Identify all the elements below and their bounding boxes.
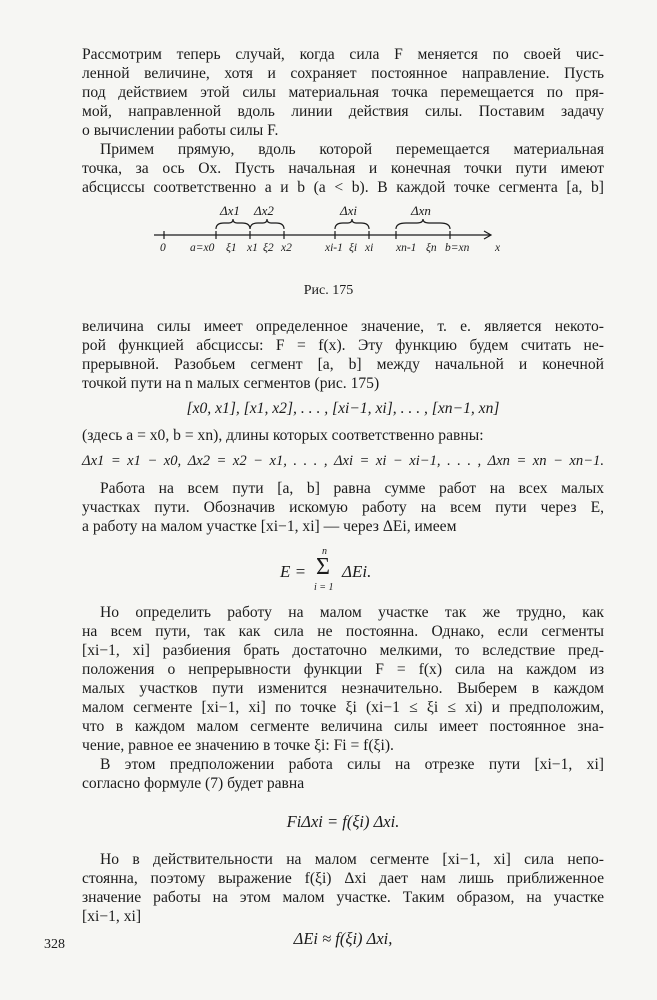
text-line: чение, равное ее значению в точке ξi: Fi = f(ξi). (82, 737, 394, 754)
sum-upper: n (322, 546, 327, 557)
text-line: малом сегменте [xi−1, xi] по точке ξi (xi−1 ≤ ξi ≤ xi) и предположим, (82, 699, 604, 716)
figure-caption: Рис. 175 (303, 283, 354, 298)
axis-label: a=x0 (190, 242, 215, 254)
text-line: точкой пути на n малых сегментов (рис. 175) (82, 375, 380, 392)
axis-label: xi (365, 242, 374, 254)
text-line: Рассмотрим теперь случай, когда сила F меняется по своей чис- (82, 46, 604, 63)
text-line: о вычислении работы силы F. (82, 122, 279, 139)
text-line: значение работы на этом малом участке. Таким образом, на участке (82, 889, 604, 906)
text-line: а работу на малом участке [xi−1, xi] — через ΔEi, имеем (82, 518, 457, 535)
axis-label: ξn (426, 242, 437, 254)
text-line: мой, направленной вдоль линии действия силы. Поставим задачу (82, 103, 604, 120)
text-line: Но в действительности на малом сегменте [xi−1, xi] сила непо- (100, 851, 604, 868)
delta-label: Δx1 (220, 203, 240, 218)
delta-label: Δxn (411, 203, 431, 218)
text-line: ленной величине, хотя и сохраняет постоянное направление. Пусть (82, 65, 604, 82)
text-line: В этом предположении работа силы на отрезке пути [xi−1, xi] (100, 756, 604, 773)
page-number: 328 (44, 937, 65, 952)
text-line: величина силы имеет определенное значение, т. е. является некото- (82, 318, 604, 335)
axis-label: b=xn (445, 242, 470, 254)
text-line: согласно формуле (7) будет равна (82, 775, 305, 792)
text-line: под действием этой силы материальная точка перемещается по пря- (82, 84, 604, 101)
equation-sum (280, 546, 420, 596)
axis-label: x (495, 242, 501, 254)
axis-label: x1 (247, 242, 258, 254)
text-line: абсциссы соответственно a и b (a < b). В каждой точке сегмента [a, b] (82, 179, 604, 196)
sum-rhs: ΔEi. (342, 562, 372, 581)
text-line: [xi−1, xi] (82, 908, 142, 925)
axis-label: xn-1 (396, 242, 417, 254)
text-line: (здесь a = x0, b = xn), длины которых соответственно равны: (82, 427, 484, 444)
equation-segments: [x0, x1], [x1, x2], . . . , [xi−1, xi], . . . , [xn−1, xn] (186, 400, 500, 417)
text-line: стоянна, поэтому выражение f(ξi) Δxi дает нам лишь приближенное (82, 870, 604, 887)
equation-approx: ΔEi ≈ f(ξi) Δxi, (293, 929, 393, 948)
text-line: прерывной. Разобьем сегмент [a, b] между начальной и конечной (82, 356, 604, 373)
axis-label: ξ1 (226, 242, 237, 254)
axis-label: xi-1 (325, 242, 343, 254)
text-line: Работа на всем пути [a, b] равна сумме работ на всех малых (100, 480, 604, 497)
equation-lengths: Δx1 = x1 − x0, Δx2 = x2 − x1, . . . , Δxi = xi − xi−1, . . . , Δxn = xn − xn−1. (82, 453, 604, 469)
text-line: Примем прямую, вдоль которой перемещается материальная (100, 141, 604, 158)
axis-label: ξ2 (263, 242, 274, 254)
text-line: рой функцией абсциссы: F = f(x). Эту функцию будем считать не- (82, 337, 604, 354)
equation-work: FiΔxi = f(ξi) Δxi. (286, 812, 400, 831)
text-line: малых участков пути изменится незначительно. Выберем в каждом (82, 680, 604, 697)
text-line: точка, за ось Ox. Пусть начальная и конечная точки пути имеют (82, 160, 604, 177)
sum-sigma: Σ (316, 554, 330, 580)
text-line: что в каждом малом сегменте величина силы имеет постоянное зна- (82, 718, 604, 735)
text-line: [xi−1, xi] разбиения брать достаточно мелкими, то вследствие пред- (82, 642, 604, 659)
text-line: на всем пути, так как сила не постоянна. Однако, если сегменты (82, 623, 604, 640)
number-line-figure (150, 198, 510, 260)
text-line: участках пути. Обозначив искомую работу на всем пути через E, (82, 499, 604, 516)
sum-lower: i = 1 (314, 582, 334, 593)
delta-label: Δx2 (254, 203, 274, 218)
text-line: положения о непрерывности функции F = f(x) сила на каждом из (82, 661, 604, 678)
delta-label: Δxi (340, 203, 358, 218)
text-line: Но определить работу на малом участке так же трудно, как (100, 604, 604, 621)
axis-label: 0 (160, 242, 166, 254)
sum-lhs: E = (280, 562, 307, 581)
axis-label: ξi (349, 242, 358, 254)
axis-label: x2 (281, 242, 292, 254)
